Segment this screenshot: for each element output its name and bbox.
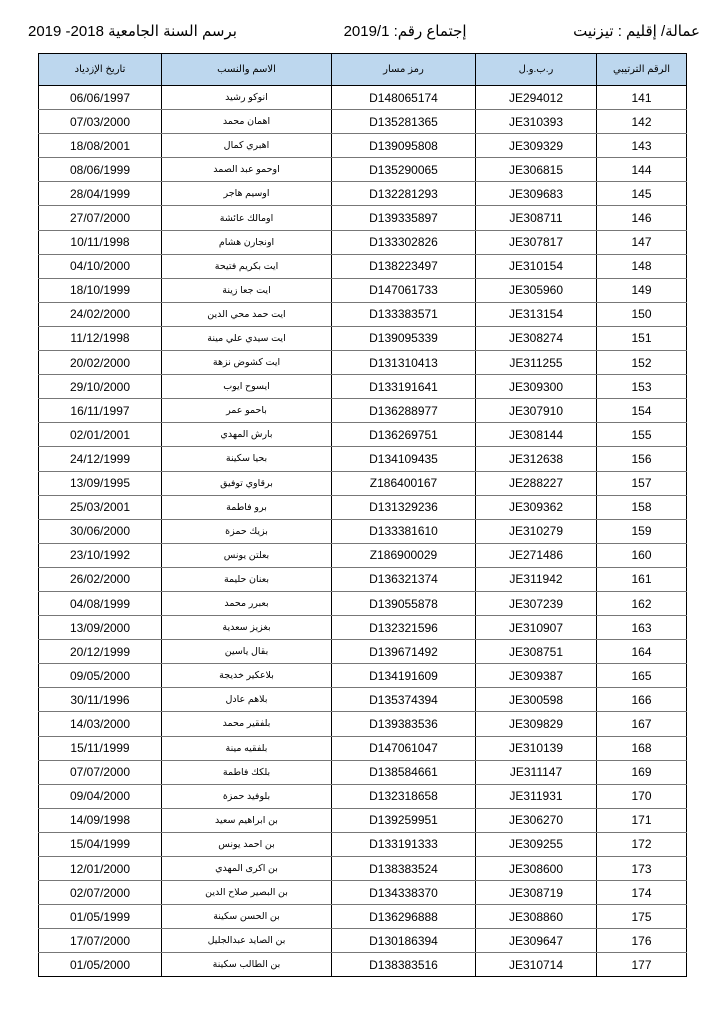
massar-cell: D133381610 [332, 519, 476, 543]
table-row [39, 254, 687, 278]
cin-cell: JE309829 [476, 712, 597, 736]
column-header-order: الرقم الترتيبي [597, 54, 687, 86]
cin-cell: JE308719 [476, 881, 597, 905]
massar-cell: D136288977 [332, 399, 476, 423]
table-body [39, 86, 687, 977]
order-cell: 170 [597, 784, 687, 808]
massar-cell: D139383536 [332, 712, 476, 736]
birthdate-cell: 20/12/1999 [39, 640, 162, 664]
birthdate-cell: 15/11/1999 [39, 736, 162, 760]
table-row [39, 688, 687, 712]
massar-cell: D132318658 [332, 784, 476, 808]
name-cell: بلكك فاطمة [162, 760, 332, 784]
cin-cell: JE294012 [476, 86, 597, 110]
table-row [39, 447, 687, 471]
cin-cell: JE309255 [476, 832, 597, 856]
cin-cell: JE308711 [476, 206, 597, 230]
order-cell: 177 [597, 953, 687, 977]
order-cell: 163 [597, 616, 687, 640]
cin-cell: JE309329 [476, 134, 597, 158]
birthdate-cell: 18/08/2001 [39, 134, 162, 158]
massar-cell: D136321374 [332, 567, 476, 591]
cin-cell: JE308600 [476, 857, 597, 881]
table-row [39, 182, 687, 206]
order-cell: 164 [597, 640, 687, 664]
name-cell: بلوفيد حمزة [162, 784, 332, 808]
table-row [39, 326, 687, 350]
birthdate-cell: 01/05/1999 [39, 905, 162, 929]
massar-cell: D139335897 [332, 206, 476, 230]
order-cell: 143 [597, 134, 687, 158]
massar-cell: D139671492 [332, 640, 476, 664]
massar-cell: D135374394 [332, 688, 476, 712]
table-row [39, 399, 687, 423]
name-cell: بلاهم عادل [162, 688, 332, 712]
massar-cell: D136296888 [332, 905, 476, 929]
cin-cell: JE313154 [476, 302, 597, 326]
order-cell: 144 [597, 158, 687, 182]
table-row [39, 495, 687, 519]
birthdate-cell: 20/02/2000 [39, 351, 162, 375]
massar-cell: D139259951 [332, 808, 476, 832]
birthdate-cell: 13/09/1995 [39, 471, 162, 495]
birthdate-cell: 02/07/2000 [39, 881, 162, 905]
table-row [39, 206, 687, 230]
cin-cell: JE310714 [476, 953, 597, 977]
order-cell: 149 [597, 278, 687, 302]
name-cell: ايسوح ايوب [162, 375, 332, 399]
name-cell: بلفقيه مينة [162, 736, 332, 760]
table-row [39, 423, 687, 447]
birthdate-cell: 29/10/2000 [39, 375, 162, 399]
order-cell: 175 [597, 905, 687, 929]
birthdate-cell: 09/05/2000 [39, 664, 162, 688]
order-cell: 155 [597, 423, 687, 447]
order-cell: 162 [597, 591, 687, 615]
column-header-birthdate: تاريخ الإزدياد [39, 54, 162, 86]
massar-cell: D133191641 [332, 375, 476, 399]
order-cell: 160 [597, 543, 687, 567]
table-row [39, 567, 687, 591]
birthdate-cell: 30/06/2000 [39, 519, 162, 543]
cin-cell: JE310139 [476, 736, 597, 760]
column-header-cin: ر.ب.و.ل [476, 54, 597, 86]
birthdate-cell: 11/12/1998 [39, 326, 162, 350]
name-cell: بعلتن يونس [162, 543, 332, 567]
cin-cell: JE310393 [476, 110, 597, 134]
name-cell: بعنان حليمة [162, 567, 332, 591]
name-cell: بزيك حمزة [162, 519, 332, 543]
name-cell: اوحمو عبد الصمد [162, 158, 332, 182]
table-row [39, 640, 687, 664]
table-row [39, 278, 687, 302]
birthdate-cell: 17/07/2000 [39, 929, 162, 953]
name-cell: ايت بكريم فتيحة [162, 254, 332, 278]
table-row [39, 857, 687, 881]
cin-cell: JE306815 [476, 158, 597, 182]
cin-cell: JE309683 [476, 182, 597, 206]
massar-cell: D135290065 [332, 158, 476, 182]
cin-cell: JE310279 [476, 519, 597, 543]
name-cell: انوكو رشيد [162, 86, 332, 110]
birthdate-cell: 23/10/1992 [39, 543, 162, 567]
birthdate-cell: 04/10/2000 [39, 254, 162, 278]
name-cell: بن الحسن سكينة [162, 905, 332, 929]
massar-cell: D135281365 [332, 110, 476, 134]
order-cell: 165 [597, 664, 687, 688]
table-row [39, 375, 687, 399]
cin-cell: JE308860 [476, 905, 597, 929]
name-cell: برو فاطمة [162, 495, 332, 519]
name-cell: برقاوي توفيق [162, 471, 332, 495]
name-cell: بقال ياسين [162, 640, 332, 664]
birthdate-cell: 09/04/2000 [39, 784, 162, 808]
table-row [39, 591, 687, 615]
massar-cell: D138383516 [332, 953, 476, 977]
birthdate-cell: 15/04/1999 [39, 832, 162, 856]
table-row [39, 302, 687, 326]
massar-cell: D138223497 [332, 254, 476, 278]
name-cell: بحيا سكينة [162, 447, 332, 471]
name-cell: ايت كشوض نزهة [162, 351, 332, 375]
meeting-number: إجتماع رقم: 2019/1 [343, 23, 467, 40]
table-row [39, 953, 687, 977]
column-header-massar: رمز مسار [332, 54, 476, 86]
order-cell: 154 [597, 399, 687, 423]
table-row [39, 543, 687, 567]
cin-cell: JE308274 [476, 326, 597, 350]
massar-cell: D133191333 [332, 832, 476, 856]
massar-cell: D139095808 [332, 134, 476, 158]
name-cell: بلفقير محمد [162, 712, 332, 736]
massar-cell: D131329236 [332, 495, 476, 519]
massar-cell: D134338370 [332, 881, 476, 905]
massar-cell: D147061733 [332, 278, 476, 302]
order-cell: 152 [597, 351, 687, 375]
name-cell: بعبرر محمد [162, 591, 332, 615]
massar-cell: D130186394 [332, 929, 476, 953]
cin-cell: JE311147 [476, 760, 597, 784]
name-cell: بن البصير صلاح الدين [162, 881, 332, 905]
name-cell: بن الصايد عبدالجليل [162, 929, 332, 953]
order-cell: 166 [597, 688, 687, 712]
order-cell: 161 [597, 567, 687, 591]
birthdate-cell: 12/01/2000 [39, 857, 162, 881]
order-cell: 176 [597, 929, 687, 953]
order-cell: 146 [597, 206, 687, 230]
massar-cell: D131310413 [332, 351, 476, 375]
table-row [39, 158, 687, 182]
order-cell: 173 [597, 857, 687, 881]
cin-cell: JE271486 [476, 543, 597, 567]
birthdate-cell: 14/09/1998 [39, 808, 162, 832]
order-cell: 169 [597, 760, 687, 784]
province-label: عمالة/ إقليم : تيزنيت [573, 23, 700, 40]
name-cell: اوسيم هاجر [162, 182, 332, 206]
massar-cell: D136269751 [332, 423, 476, 447]
cin-cell: JE310154 [476, 254, 597, 278]
cin-cell: JE311255 [476, 351, 597, 375]
table-row [39, 471, 687, 495]
cin-cell: JE307910 [476, 399, 597, 423]
academic-year: برسم السنة الجامعية 2018- 2019 [28, 23, 237, 40]
order-cell: 158 [597, 495, 687, 519]
order-cell: 142 [597, 110, 687, 134]
order-cell: 153 [597, 375, 687, 399]
cin-cell: JE308144 [476, 423, 597, 447]
massar-cell: D132281293 [332, 182, 476, 206]
name-cell: ايت حمد محي الدين [162, 302, 332, 326]
table-row [39, 760, 687, 784]
birthdate-cell: 24/02/2000 [39, 302, 162, 326]
cin-cell: JE305960 [476, 278, 597, 302]
order-cell: 151 [597, 326, 687, 350]
order-cell: 168 [597, 736, 687, 760]
order-cell: 167 [597, 712, 687, 736]
massar-cell: D147061047 [332, 736, 476, 760]
birthdate-cell: 26/02/2000 [39, 567, 162, 591]
table-row [39, 230, 687, 254]
cin-cell: JE306270 [476, 808, 597, 832]
order-cell: 171 [597, 808, 687, 832]
cin-cell: JE307817 [476, 230, 597, 254]
table-row [39, 616, 687, 640]
birthdate-cell: 18/10/1999 [39, 278, 162, 302]
birthdate-cell: 13/09/2000 [39, 616, 162, 640]
name-cell: اومالك عائشة [162, 206, 332, 230]
name-cell: اونجارن هشام [162, 230, 332, 254]
birthdate-cell: 27/07/2000 [39, 206, 162, 230]
massar-cell: D138584661 [332, 760, 476, 784]
table-row [39, 519, 687, 543]
order-cell: 145 [597, 182, 687, 206]
cin-cell: JE310907 [476, 616, 597, 640]
cin-cell: JE311942 [476, 567, 597, 591]
order-cell: 159 [597, 519, 687, 543]
birthdate-cell: 16/11/1997 [39, 399, 162, 423]
order-cell: 147 [597, 230, 687, 254]
birthdate-cell: 04/08/1999 [39, 591, 162, 615]
table-row [39, 712, 687, 736]
name-cell: اهبري كمال [162, 134, 332, 158]
order-cell: 141 [597, 86, 687, 110]
order-cell: 157 [597, 471, 687, 495]
massar-cell: D132321596 [332, 616, 476, 640]
table-row [39, 808, 687, 832]
name-cell: بن اكرى المهدي [162, 857, 332, 881]
massar-cell: D148065174 [332, 86, 476, 110]
column-header-name: الاسم والنسب [162, 54, 332, 86]
cin-cell: JE308751 [476, 640, 597, 664]
name-cell: ايت جعا زينة [162, 278, 332, 302]
order-cell: 150 [597, 302, 687, 326]
birthdate-cell: 08/06/1999 [39, 158, 162, 182]
massar-cell: D133302826 [332, 230, 476, 254]
name-cell: ايت سيدي علي مينة [162, 326, 332, 350]
table-row [39, 86, 687, 110]
table-row [39, 929, 687, 953]
table-row [39, 905, 687, 929]
table-row [39, 664, 687, 688]
name-cell: بن احمد يونس [162, 832, 332, 856]
name-cell: باحمو عمر [162, 399, 332, 423]
table-row [39, 784, 687, 808]
table-row [39, 881, 687, 905]
table-row [39, 832, 687, 856]
birthdate-cell: 14/03/2000 [39, 712, 162, 736]
cin-cell: JE288227 [476, 471, 597, 495]
order-cell: 156 [597, 447, 687, 471]
table-header-row [39, 54, 687, 86]
name-cell: بلاعكير خديجة [162, 664, 332, 688]
name-cell: بن الطالب سكينة [162, 953, 332, 977]
name-cell: بن ابراهيم سعيد [162, 808, 332, 832]
cin-cell: JE312638 [476, 447, 597, 471]
birthdate-cell: 10/11/1998 [39, 230, 162, 254]
massar-cell: D133383571 [332, 302, 476, 326]
order-cell: 174 [597, 881, 687, 905]
order-cell: 148 [597, 254, 687, 278]
massar-cell: D139095339 [332, 326, 476, 350]
birthdate-cell: 01/05/2000 [39, 953, 162, 977]
cin-cell: JE309300 [476, 375, 597, 399]
name-cell: اهمان محمد [162, 110, 332, 134]
birthdate-cell: 07/07/2000 [39, 760, 162, 784]
cin-cell: JE300598 [476, 688, 597, 712]
order-cell: 172 [597, 832, 687, 856]
massar-cell: Z186900029 [332, 543, 476, 567]
birthdate-cell: 07/03/2000 [39, 110, 162, 134]
document-header [28, 18, 700, 44]
massar-cell: D138383524 [332, 857, 476, 881]
massar-cell: D134191609 [332, 664, 476, 688]
birthdate-cell: 28/04/1999 [39, 182, 162, 206]
table-row [39, 134, 687, 158]
birthdate-cell: 30/11/1996 [39, 688, 162, 712]
cin-cell: JE307239 [476, 591, 597, 615]
table-row [39, 110, 687, 134]
cin-cell: JE309387 [476, 664, 597, 688]
table-row [39, 736, 687, 760]
birthdate-cell: 25/03/2001 [39, 495, 162, 519]
massar-cell: Z186400167 [332, 471, 476, 495]
name-cell: بغزيز سعدية [162, 616, 332, 640]
cin-cell: JE309647 [476, 929, 597, 953]
massar-cell: D134109435 [332, 447, 476, 471]
name-cell: بارش المهدي [162, 423, 332, 447]
cin-cell: JE311931 [476, 784, 597, 808]
birthdate-cell: 06/06/1997 [39, 86, 162, 110]
students-table [38, 53, 687, 977]
birthdate-cell: 02/01/2001 [39, 423, 162, 447]
cin-cell: JE309362 [476, 495, 597, 519]
table-row [39, 351, 687, 375]
birthdate-cell: 24/12/1999 [39, 447, 162, 471]
massar-cell: D139055878 [332, 591, 476, 615]
